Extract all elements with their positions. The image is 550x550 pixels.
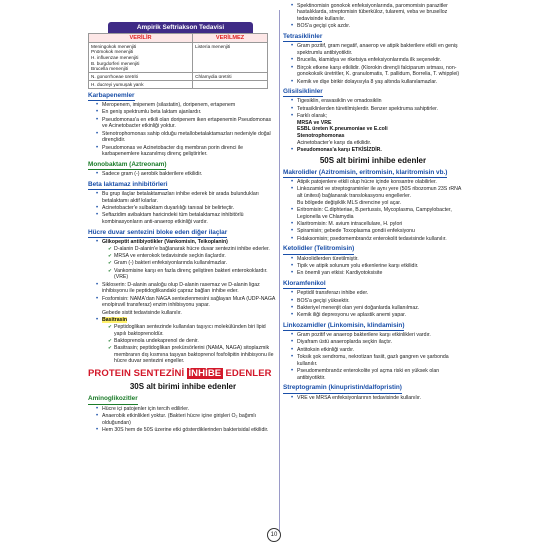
list-item: • Hücre içi patojenler için tercih edilirler. — [96, 406, 278, 413]
list-item: • Gram pozitif, gram negatif, anaerop ve atipik bakterilere etkili en geniş spektrumlu antibiyotiktir. — [291, 43, 463, 56]
list-item: • Sadece gram (-) aerobik bakterilere etkilidir. — [96, 171, 278, 178]
list-item: ✔ Gram (-) bakteri enfeksiyonlarında kullanılmazlar. — [108, 260, 278, 267]
list-aminoglikozit-cont — [291, 3, 463, 30]
list-item: • Atipik patojenlere etkili olup hücre içinde konsantre olabilirler. — [291, 179, 463, 186]
list-monobaktam — [96, 171, 278, 178]
list-item: • Brucella, klamidya ve riketsiya enfeksiyonlarında ilk seçenektir. — [291, 57, 463, 64]
list-item: • Bu grup ilaçlar betalaktamazları inhibe ederek bir arada bulundukları betalaktamı aktif kılarlar. — [96, 191, 278, 204]
list-item: ✔ Peptidoglikan sentezinde kullanılan taşıyıcı molekülünden biri lipid yapılı baktoprenoldür. — [108, 324, 278, 337]
list-item: • Tetrasiklinlerden türetilmişlerdir. Benzer spektruma sahiptirler. — [291, 106, 463, 113]
list-ketolidler — [291, 256, 463, 277]
cell-not-given-listeria: Listeria menenjiti — [193, 43, 268, 73]
protein-synthesis-title: PROTEIN SENTEZİNİ İNHİBE EDENLER — [88, 368, 272, 380]
ceftriaxone-table — [88, 33, 268, 89]
heading-streptogramin: Streptogramin (kinupristin/dalfopristin) — [283, 384, 463, 393]
list-item: • Bakteriyel menenjit olan yeni doğanlarda kullanılmaz. — [291, 305, 463, 312]
list-sub-line: ESBL üreten K.pneumoniae ve E.coli — [297, 126, 388, 133]
list-item: • Linkozamid ve streptograminler ile aynı yere (50S ribozomun 23S rRNA alt ünitesi) bağlanarak translokasyonu engellerler. Bu bölgede değişiklik MLS direncine yol açar. — [291, 186, 463, 206]
list-item: ✔ Basitrasin; peptidoglikan prekürsörlerini (NAMA, NAGA) sitoplazmik membranın dış kısmına taşıyan baktoprenol fosfolipitin inhibisyonu ile hücre duvar sentezini engeller. — [108, 345, 278, 365]
cell-given-ducreyi: H. ducreyi yumuşak yarık — [89, 81, 193, 89]
heading-hucre-duvar: Hücre duvar sentezini bloke eden diğer ilaçlar — [88, 229, 278, 238]
list-hucre-duvar — [96, 239, 278, 309]
list-item: • Hem 30S hem de 50S üzerine etki gösterdiklerinden bakterisidal etkilidir. — [96, 427, 278, 434]
list-item: • BOS'a geçişi çok azdır. — [291, 23, 463, 30]
list-item: • Klaritromisin: M. avium intracellulare, H. pylori — [291, 221, 463, 228]
list-item: • Kemik ve dişe birikir dolayısıyla 8 yaş altında kullanılamazlar. — [291, 79, 463, 86]
list-item: • Pseudomembranöz enterokolite yol açma riski en yüksek olan antibiyotiktir. — [291, 368, 463, 381]
list-item: • Tigesiklin, eravasiklin ve omadosiklin — [291, 98, 463, 105]
left-column — [88, 0, 278, 550]
list-item: • Farklı olarak; MRSA ve VRE ESBL üreten K.pneumoniae ve E.coli Stenotrophomonas Acinetobacter'e karşı da etkilidir. — [291, 113, 463, 146]
sublist-basitrasin — [108, 324, 278, 365]
heading-ketolidler: Ketolidler (Telitromisin) — [283, 245, 463, 254]
list-item: • Pseudomonas'a karşı ETKİSİZDİR. — [291, 147, 463, 154]
heading-tetrasiklinler: Tetrasiklinler — [283, 33, 463, 42]
list-sub-line: Acinetobacter'e karşı da etkilidir. — [297, 139, 372, 146]
table-row — [89, 43, 268, 73]
list-item: • Peptidil transferazı inhibe eder. — [291, 290, 463, 297]
list-item: • Spektinomisin gonokok enfeksiyonlarında, paromomisin parazitler hastalıklarda, streptomisin tüberküloz, tularemi, veba ve bruselloz tedavisinde kullanılır. — [291, 3, 463, 23]
list-item: • Fidaksomisin; psedomembranöz enterokolit tedavisinde kullanılır. — [291, 236, 463, 243]
page-number: 10 — [267, 528, 281, 542]
right-column — [283, 0, 463, 550]
list-item: ✔ D-alanin D-alanin'e bağlanarak hücre duvar sentezini inhibe ederler. — [108, 246, 278, 253]
heading-makrolidler: Makrolidler (Azitromisin, eritromisin, klaritromisin vb.) — [283, 169, 463, 178]
heading-beta-laktamaz: Beta laktamaz inhibitörleri — [88, 181, 278, 190]
list-makrolidler — [291, 179, 463, 242]
fosfomisin-note: Gebede sistit tedavisinde kullanılır. — [102, 309, 182, 316]
list-sub-line: Bu bölgede değişiklik MLS direncine yol açar. — [297, 199, 402, 206]
heading-aminoglikozitler: Aminoglikozitler — [88, 395, 278, 404]
list-item: • Sikloserin: D-alanin analoğu olup D-alanin rasemaz ve D-alanin ligaz inhibisyonu ile peptidoglikandaki çapraz bağları inhibe eder. — [96, 282, 278, 295]
list-item: • Eritromisin: C.diphteriae, B.pertussis, Mycoplasma, Campylobacter, Legionella ve Chlamydia — [291, 207, 463, 220]
cell-given-meningitis: Meningokok menenjiti Pnömokok menenjiti H. influenzae menenjiti B. burgdorferi menenjiti Brucella menenjiti — [89, 43, 193, 73]
list-item: • VRE ve MRSA enfeksiyonlarının tedavisinde kullanılır. — [291, 395, 463, 402]
list-item: • Spiramisin; gebede Toxoplasma gondii enfeksiyonu — [291, 228, 463, 235]
column-divider — [279, 10, 280, 532]
heading-karbapenemler: Karbapenemler — [88, 92, 278, 101]
list-item: • Seftazidim avibaktam haricindeki tüm betalaktamaz inhibitörlü kombinasyonların anti-anaerop etkinliği vardır. — [96, 212, 278, 225]
list-streptogramin — [291, 395, 463, 402]
list-tetrasiklinler — [291, 43, 463, 85]
list-sub-line: Stenotrophomonas — [297, 133, 345, 140]
table-title: Ampirik Seftriakson Tedavisi — [108, 22, 253, 33]
table-row — [89, 73, 268, 81]
list-item: • Tipik ve atipik solunum yolu etkenlerine karşı etkilidir. — [291, 263, 463, 270]
table-header-row — [89, 34, 268, 43]
list-item: • Diyafram üstü anaeroplarda seçkin ilaçtır. — [291, 339, 463, 346]
heading-30s: 30S alt birimi inhibe edenler — [129, 382, 237, 392]
heading-glisilsiklinler: Glisilsiklinler — [283, 88, 463, 97]
sublist-glikopeptit — [108, 246, 278, 281]
list-item: • Antitoksin etkinliği vardır. — [291, 347, 463, 354]
list-item: • Acinetobacter'e sulbaktam duyarlılığı tanısal bir belirteçtir. — [96, 205, 278, 212]
list-item: • BOS'a geçişi yüksektir. — [291, 298, 463, 305]
list-item: ✔ Baktoprenola undekaprenol de denir. — [108, 338, 278, 345]
list-item: • Gram pozitif ve anaerop bakterilere karşı etkinlikleri vardır. — [291, 332, 463, 339]
list-item: ✔ MRSA ve enterokok tedavisinde seçkin ilaçlardır. — [108, 253, 278, 260]
list-item: • Glikopeptit antibiyotikler (Vankomisin, Teikoplanin) ✔ D-alanin D-alanin'e bağlanarak hücre duvar sentezini inhibe ederler. ✔ MRSA ve enterokok tedavisinde seçkin ilaçlardır. ✔ Gram (-) bakteri enfeksiyonlarında kullanılmazlar. ✔ Vankomisine karşı en fazla direnç geliştiren bakteri enterokoklardır. (VRE) — [96, 239, 278, 281]
list-item: • Makrolidlerden türetilmiştir. — [291, 256, 463, 263]
list-glisilsiklinler — [291, 98, 463, 153]
list-sub-line: MRSA ve VRE — [297, 119, 332, 126]
list-item: • Kemik iliği depresyonu ve aplastik anemi yapar. — [291, 312, 463, 319]
list-item: • Basitrasin ✔ Peptidoglikan sentezinde kullanılan taşıyıcı molekülünden biri lipid yapılı baktoprenoldür. ✔ Baktoprenola undekaprenol de denir. ✔ Basitrasin; peptidoglikan prekürsörlerini (NAMA, NAGA) sitoplazmik membranın dış kısmına taşıyan baktoprenol fosfolipitin inhibisyonu ile hücre duvar sentezini engeller. — [96, 317, 278, 365]
list-item: • Fosfomisin: NAMA'dan NAGA sentezlenmesini sağlayan MurA (UDP-NAGA enolpiruvil transferaz) enzim inhibisyonu yapar. — [96, 296, 278, 309]
cell-not-given-empty — [193, 81, 268, 89]
cell-given-gonorrhoeae: N. gonorrhoeae üretriti — [89, 73, 193, 81]
header-not-given: VERİLMEZ — [193, 34, 268, 43]
table-row — [89, 81, 268, 89]
list-item: • Meropenem, imipenem (silastatin), doripenem, ertapenem — [96, 102, 278, 109]
heading-monobaktam: Monobaktam (Aztreonam) — [88, 161, 278, 170]
list-kloramfenikol — [291, 290, 463, 319]
list-item: • Pseudomonas ve Acinetobacter dış membran porin direnci ile karbapenemlere kazanılmış direnç geliştirirler. — [96, 145, 278, 158]
list-item: • Toksik şok sendromu, nekrotizan fasiit, gazlı gangren ve şarbonda kullanılır. — [291, 354, 463, 367]
list-item: ✔ Vankomisine karşı en fazla direnç geliştiren bakteri enterokoklardır. (VRE) — [108, 268, 278, 281]
list-linkozamidler — [291, 332, 463, 381]
cell-not-given-chlamydia: Chlamydia üretriti — [193, 73, 268, 81]
list-basitrasin — [96, 317, 278, 365]
list-item: • Pseudomonas'a en etkili olan doripenem iken ertapenemin Pseudomonas ve Acinetobacter etkinliği yoktur. — [96, 117, 278, 130]
list-item: • Stenotrophomonas sahip olduğu metallobetalaktamazları nedeniyle doğal dirençlidir. — [96, 131, 278, 144]
list-item: • En önemli yan etkisi: Kardiyotoksisite — [291, 270, 463, 277]
list-karbapenemler — [96, 102, 278, 158]
list-beta-laktamaz — [96, 191, 278, 226]
header-given: VERİLİR — [89, 34, 193, 43]
ceftriaxone-table-box — [88, 22, 273, 89]
heading-linkozamidler: Linkozamidler (Linkomisin, klindamisin) — [283, 322, 463, 331]
list-aminoglikozitler — [96, 406, 278, 434]
list-item: • Birçok etkene karşı etkilidir. (Klorokin dirençli falciparum sıtması, non-gonokoksik üretritler, K. granulomatis, T. pallidum, Borrelia, T. whipplei) — [291, 65, 463, 78]
heading-50s: 50S alt birimi inhibe edenler — [319, 155, 427, 165]
list-item: • En geniş spektrumlu beta laktam ajanlardır. — [96, 109, 278, 116]
heading-kloramfenikol: Kloramfenikol — [283, 280, 463, 289]
list-item: • Anaerobik etkinlikleri yoktur. (Bakteri hücre içine girişleri O₂ bağımlı olduğundan) — [96, 413, 278, 426]
